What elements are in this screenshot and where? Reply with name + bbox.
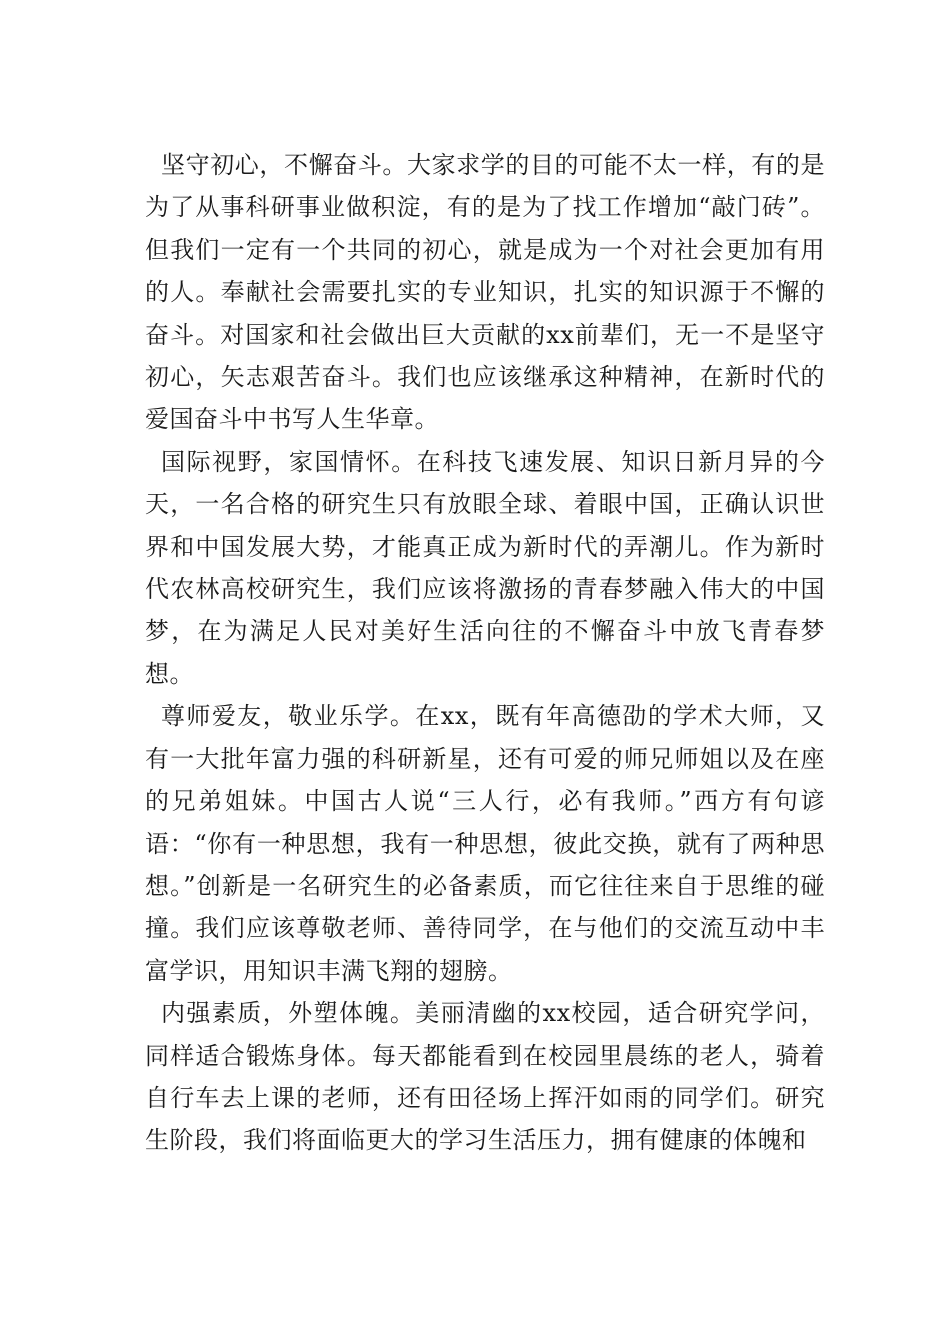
paragraph-4: 内强素质，外塑体魄。美丽清幽的xx校园，适合研究学问，同样适合锻炼身体。每天都能看到在校园里晨练的老人，骑着自行车去上课的老师，还有田径场上挥汗如雨的同学们。研究生阶段，我们将面临更大的学习生活压力，拥有健康的体魄和 [145, 999, 825, 1155]
paragraph-2: 国际视野，家国情怀。在科技飞速发展、知识日新月异的今天，一名合格的研究生只有放眼全球、着眼中国，正确认识世界和中国发展大势，才能真正成为新时代的弄潮儿。作为新时代农林高校研究生，我们应该将激扬的青春梦融入伟大的中国梦，在为满足人民对美好生活向往的不懈奋斗中放飞青春梦想。 [145, 447, 825, 688]
paragraph-3: 尊师爱友，敬业乐学。在xx，既有年高德劭的学术大师，又有一大批年富力强的科研新星，还有可爱的师兄师姐以及在座的兄弟姐妹。中国古人说“三人行，必有我师。”西方有句谚语：“你有一种思想，我有一种思想，彼此交换，就有了两种思想。”创新是一名研究生的必备素质，而它往往来自于思维的碰撞。我们应该尊敬老师、善待同学，在与他们的交流互动中丰富学识，用知识丰满飞翔的翅膀。 [145, 702, 825, 985]
document-body [145, 144, 825, 1162]
paragraph-1: 坚守初心，不懈奋斗。大家求学的目的可能不太一样，有的是为了从事科研事业做积淀，有的是为了找工作增加“敲门砖”。但我们一定有一个共同的初心，就是成为一个对社会更加有用的人。奉献社会需要扎实的专业知识，扎实的知识源于不懈的奋斗。对国家和社会做出巨大贡献的xx前辈们，无一不是坚守初心，矢志艰苦奋斗。我们也应该继承这种精神，在新时代的爱国奋斗中书写人生华章。 [145, 151, 825, 434]
